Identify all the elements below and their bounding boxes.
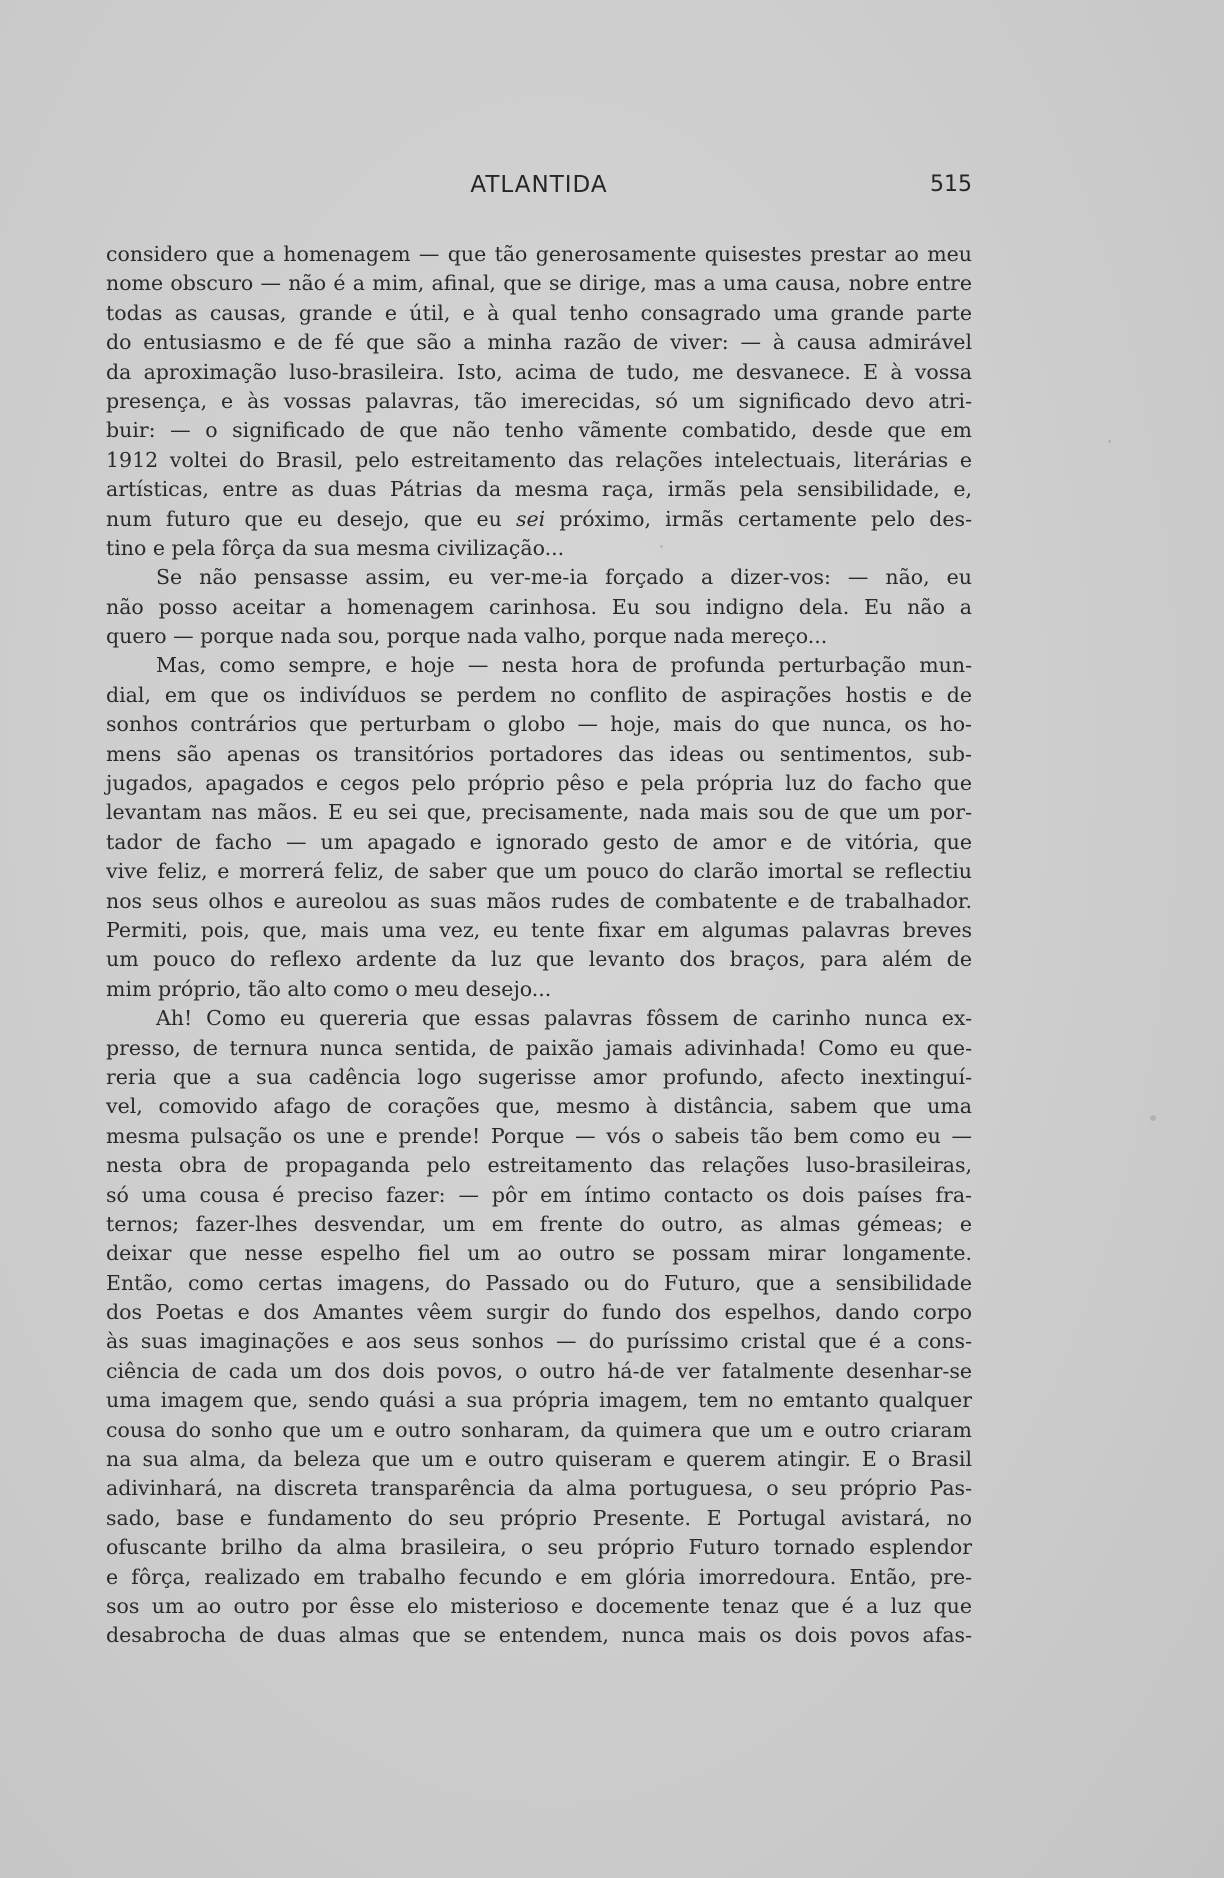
text-line: Se não pensasse assim, eu ver-me-ia forçado a dizer-vos: — não, eu — [156, 565, 972, 590]
text-line: e fôrça, realizado em trabalho fecundo e em glória imorredoura. Então, pre- — [106, 1564, 972, 1589]
text-line: cousa do sonho que um e outro sonharam, da quimera que um e outro criaram — [106, 1417, 972, 1442]
paper-speck — [1150, 1115, 1156, 1121]
text-line: tador de facho — um apagado e ignorado gesto de amor e de vitória, que — [106, 829, 972, 854]
text-line: vel, comovido afago de corações que, mesmo à distância, sabem que uma — [106, 1094, 972, 1119]
text-line: ciência de cada um dos dois povos, o outro há-de ver fatalmente desenhar-se — [106, 1358, 972, 1383]
body-text — [106, 240, 972, 1651]
text-line: mim próprio, tão alto como o meu desejo... — [106, 976, 552, 1001]
page-header — [106, 172, 972, 206]
text-line: sonhos contrários que perturbam o globo — hoje, mais do que nunca, os ho- — [106, 712, 972, 737]
text-line: jugados, apagados e cegos pelo próprio pêso e pela própria luz do facho que — [106, 771, 972, 796]
text-line: nesta obra de propaganda pelo estreitamento das relações luso-brasileiras, — [106, 1153, 972, 1178]
text-line: dos Poetas e dos Amantes vêem surgir do fundo dos espelhos, dando corpo — [106, 1300, 972, 1325]
text-line: não posso aceitar a homenagem carinhosa. Eu sou indigno dela. Eu não a — [106, 594, 972, 619]
text-line: mens são apenas os transitórios portadores das ideas ou sentimentos, sub- — [106, 741, 972, 766]
text-line: desabrocha de duas almas que se entendem, nunca mais os dois povos afas- — [106, 1623, 972, 1648]
text-line: quero — porque nada sou, porque nada valho, porque nada mereço... — [106, 624, 828, 649]
page-number: 515 — [930, 172, 972, 197]
text-line: reria que a sua cadência logo sugerisse amor profundo, afecto inextinguí- — [106, 1064, 972, 1089]
text-segment: num futuro que eu desejo, que eu — [106, 506, 516, 531]
text-line: buir: — o significado de que não tenho vãmente combatido, desde que em — [106, 418, 972, 443]
text-line: ternos; fazer-lhes desvendar, um em frente do outro, as almas gémeas; e — [106, 1211, 972, 1236]
text-line: Então, como certas imagens, do Passado ou do Futuro, que a sensibilidade — [106, 1270, 972, 1295]
text-line: do entusiasmo e de fé que são a minha razão de viver: — à causa admirável — [106, 330, 972, 355]
text-line: da aproximação luso-brasileira. Isto, acima de tudo, me desvanece. E à vossa — [106, 359, 972, 384]
text-line: às suas imaginações e aos seus sonhos — do puríssimo cristal que é a cons- — [106, 1329, 972, 1354]
running-title: ATLANTIDA — [470, 172, 608, 198]
text-line: uma imagem que, sendo quási a sua própria imagem, tem no emtanto qualquer — [106, 1388, 972, 1413]
text-line: tino e pela fôrça da sua mesma civilização... — [106, 535, 565, 560]
text-line: na sua alma, da beleza que um e outro quiseram e querem atingir. E o Brasil — [106, 1447, 972, 1472]
text-line: sos um ao outro por êsse elo misterioso e docemente tenaz que é a luz que — [106, 1593, 972, 1618]
text-line: nome obscuro — não é a mim, afinal, que se dirige, mas a uma causa, nobre entre — [106, 271, 972, 296]
text-line: ofuscante brilho da alma brasileira, o seu próprio Futuro tornado esplendor — [106, 1535, 972, 1560]
paper-speck — [1108, 440, 1111, 443]
text-line: Permiti, pois, que, mais uma vez, eu tente fixar em algumas palavras breves — [106, 917, 972, 942]
text-line: nos seus olhos e aureolou as suas mãos rudes de combatente e de trabalhador. — [106, 888, 972, 913]
text-line: 1912 voltei do Brasil, pelo estreitamento das relações intelectuais, literárias e — [106, 447, 972, 472]
text-line: deixar que nesse espelho fiel um ao outro se possam mirar longamente. — [106, 1241, 972, 1266]
text-line: adivinhará, na discreta transparência da alma portuguesa, o seu próprio Pas- — [106, 1476, 972, 1501]
text-line: levantam nas mãos. E eu sei que, precisamente, nada mais sou de que um por- — [106, 800, 972, 825]
text-line: presso, de ternura nunca sentida, de paixão jamais adivinhada! Como eu que- — [106, 1035, 972, 1060]
text-line: artísticas, entre as duas Pátrias da mesma raça, irmãs pela sensibilidade, e, — [106, 477, 972, 502]
text-segment: próximo, irmãs certamente pelo des- — [545, 506, 972, 531]
text-line: um pouco do reflexo ardente da luz que levanto dos braços, para além de — [106, 947, 972, 972]
text-line — [106, 505, 972, 534]
text-line: Ah! Como eu quereria que essas palavras fôssem de carinho nunca ex- — [156, 1006, 972, 1031]
text-line: sado, base e fundamento do seu próprio Presente. E Portugal avistará, no — [106, 1505, 972, 1530]
text-line: Mas, como sempre, e hoje — nesta hora de profunda perturbação mun- — [156, 653, 972, 678]
text-line: vive feliz, e morrerá feliz, de saber que um pouco do clarão imortal se reflectiu — [106, 859, 972, 884]
text-line: só uma cousa é preciso fazer: — pôr em íntimo contacto os dois países fra- — [106, 1182, 972, 1207]
text-line: todas as causas, grande e útil, e à qual tenho consagrado uma grande parte — [106, 300, 972, 325]
text-line: mesma pulsação os une e prende! Porque — vós o sabeis tão bem como eu — — [106, 1123, 972, 1148]
italic-word: sei — [515, 506, 546, 531]
text-line: dial, em que os indivíduos se perdem no conflito de aspirações hostis e de — [106, 682, 972, 707]
text-line: presença, e às vossas palavras, tão imerecidas, só um significado devo atri- — [106, 388, 972, 413]
text-line: considero que a homenagem — que tão generosamente quisestes prestar ao meu — [106, 242, 972, 266]
